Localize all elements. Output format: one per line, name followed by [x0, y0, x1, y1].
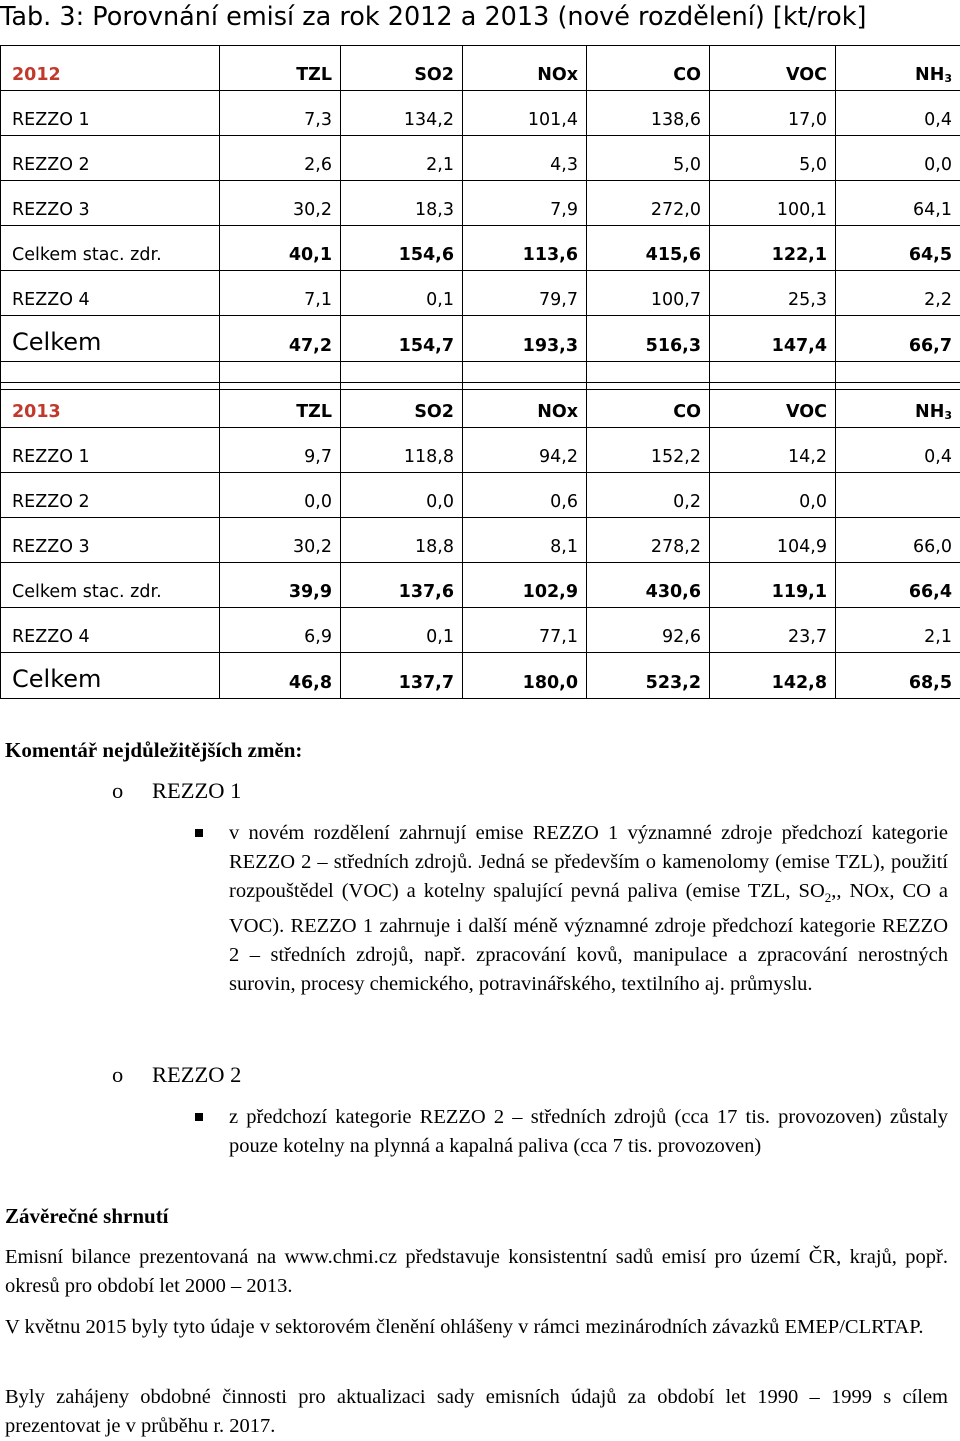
- col-header-voc: VOC: [710, 46, 836, 91]
- row-label: Celkem stac. zdr.: [1, 563, 220, 608]
- cell: 23,7: [710, 608, 836, 653]
- table-row: [1, 518, 960, 563]
- table-row-total: [1, 316, 960, 362]
- emissions-table-2012: [0, 45, 960, 390]
- year-label: 2012: [1, 46, 220, 91]
- cell: 0,1: [341, 271, 463, 316]
- cell: 193,3: [463, 316, 587, 362]
- col-header-nox: NOx: [463, 46, 587, 91]
- cell: 17,0: [710, 91, 836, 136]
- cell: 92,6: [587, 608, 710, 653]
- cell: 94,2: [463, 428, 587, 473]
- cell: 5,0: [710, 136, 836, 181]
- cell: 2,2: [836, 271, 960, 316]
- table-row: [1, 428, 960, 473]
- cell: 137,7: [341, 653, 463, 699]
- rezzo1-paragraph: [229, 819, 948, 999]
- cell: 9,7: [220, 428, 341, 473]
- cell: 523,2: [587, 653, 710, 699]
- col-header-co: CO: [587, 383, 710, 428]
- cell: 8,1: [463, 518, 587, 563]
- cell: 142,8: [710, 653, 836, 699]
- cell: 102,9: [463, 563, 587, 608]
- rezzo2-heading: [112, 1062, 241, 1088]
- summary-paragraph-1: Emisní bilance prezentovaná na www.chmi.cz představuje konsistentní sadů emisí pro území ČR, krajů, popř. okresů pro období let 2000 – 2013.: [5, 1243, 948, 1301]
- cell: 0,0: [710, 473, 836, 518]
- summary-paragraph-3: Byly zahájeny obdobné činnosti pro aktualizaci sady emisních údajů za období let 1990 – 1999 s cílem prezentovat je v průběhu r. 2017.: [5, 1383, 948, 1441]
- summary-heading: Závěrečné shrnutí: [5, 1204, 169, 1229]
- table-row: [1, 181, 960, 226]
- rezzo1-subscript: 2: [825, 890, 832, 905]
- cell: 152,2: [587, 428, 710, 473]
- table-row: [1, 473, 960, 518]
- table-row: [1, 271, 960, 316]
- rezzo1-text-end: ,, NOx, CO a VOC). REZZO 1 zahrnuje i další méně významné zdroje předchozí kategorie REZZO 2 – středních zdrojů, např. zpracování kovů, manipulace a zpracování nerostných surovin, procesy chemického, potravinářského, textilního aj. průmyslu.: [229, 880, 948, 995]
- cell: 134,2: [341, 91, 463, 136]
- cell: 68,5: [836, 653, 960, 699]
- rezzo1-text: v novém rozdělení zahrnují emise REZZO 1 významné zdroje předchozí kategorie REZZO 2 – středních zdrojů. Jedná se především o kamenolomy (emise TZL), použití rozpouštědel (VOC) a kotelny spalující pevná paliva (emise TZL, SO: [229, 822, 948, 902]
- cell: 154,6: [341, 226, 463, 271]
- row-label: REZZO 1: [1, 91, 220, 136]
- col-header-nox: NOx: [463, 383, 587, 428]
- cell: 4,3: [463, 136, 587, 181]
- cell: 66,7: [836, 316, 960, 362]
- list-marker: o: [112, 1062, 152, 1088]
- rezzo1-heading-text: REZZO 1: [152, 778, 241, 803]
- table-caption: Tab. 3: Porovnání emisí za rok 2012 a 2013 (nové rozdělení) [kt/rok]: [0, 0, 960, 36]
- cell: 30,2: [220, 181, 341, 226]
- cell: 18,3: [341, 181, 463, 226]
- row-label: Celkem: [1, 316, 220, 362]
- col-header-tzl: TZL: [220, 383, 341, 428]
- cell: 6,9: [220, 608, 341, 653]
- cell: 64,5: [836, 226, 960, 271]
- cell: 0,2: [587, 473, 710, 518]
- col-header-nh3: $NH_3$: [836, 383, 960, 428]
- cell: 0,4: [836, 91, 960, 136]
- row-label: REZZO 3: [1, 181, 220, 226]
- cell: 0,0: [220, 473, 341, 518]
- rezzo2-heading-text: REZZO 2: [152, 1062, 241, 1087]
- list-marker: o: [112, 778, 152, 804]
- row-label: Celkem stac. zdr.: [1, 226, 220, 271]
- cell: 122,1: [710, 226, 836, 271]
- cell: 113,6: [463, 226, 587, 271]
- table-header-row: [1, 383, 960, 428]
- rezzo2-paragraph: z předchozí kategorie REZZO 2 – středních zdrojů (cca 17 tis. provozoven) zůstaly pouze kotelny na plynná a kapalná paliva (cca 7 tis. provozoven): [229, 1103, 948, 1161]
- cell: [836, 473, 960, 518]
- cell: 14,2: [710, 428, 836, 473]
- table-row-subtotal: [1, 226, 960, 271]
- year-label: 2013: [1, 383, 220, 428]
- row-label: REZZO 4: [1, 608, 220, 653]
- cell: 180,0: [463, 653, 587, 699]
- table-row: [1, 136, 960, 181]
- cell: 0,0: [341, 473, 463, 518]
- cell: 154,7: [341, 316, 463, 362]
- col-header-nh3: $NH_3$: [836, 46, 960, 91]
- cell: 18,8: [341, 518, 463, 563]
- table-row: [1, 608, 960, 653]
- rezzo1-heading: [112, 778, 241, 804]
- cell: 0,1: [341, 608, 463, 653]
- cell: 118,8: [341, 428, 463, 473]
- row-label: REZZO 2: [1, 473, 220, 518]
- summary-paragraph-2: V květnu 2015 byly tyto údaje v sektorovém členění ohlášeny v rámci mezinárodních závazků EMEP/CLRTAP.: [5, 1313, 948, 1342]
- cell: 101,4: [463, 91, 587, 136]
- cell: 147,4: [710, 316, 836, 362]
- cell: 66,4: [836, 563, 960, 608]
- cell: 77,1: [463, 608, 587, 653]
- cell: 40,1: [220, 226, 341, 271]
- cell: 100,7: [587, 271, 710, 316]
- cell: 138,6: [587, 91, 710, 136]
- col-header-so2: SO2: [341, 46, 463, 91]
- cell: 2,1: [836, 608, 960, 653]
- cell: 2,6: [220, 136, 341, 181]
- row-label: Celkem: [1, 653, 220, 699]
- table-row-total: [1, 653, 960, 699]
- cell: 0,6: [463, 473, 587, 518]
- col-header-co: CO: [587, 46, 710, 91]
- row-label: REZZO 2: [1, 136, 220, 181]
- square-bullet-icon: [195, 1113, 203, 1121]
- cell: 66,0: [836, 518, 960, 563]
- cell: 25,3: [710, 271, 836, 316]
- table-header-row: [1, 46, 960, 91]
- square-bullet-icon: [195, 829, 203, 837]
- cell: 79,7: [463, 271, 587, 316]
- col-header-voc: VOC: [710, 383, 836, 428]
- cell: 47,2: [220, 316, 341, 362]
- cell: 46,8: [220, 653, 341, 699]
- col-header-so2: SO2: [341, 383, 463, 428]
- cell: 30,2: [220, 518, 341, 563]
- cell: 7,3: [220, 91, 341, 136]
- cell: 119,1: [710, 563, 836, 608]
- cell: 0,4: [836, 428, 960, 473]
- table-row: [1, 91, 960, 136]
- row-label: REZZO 4: [1, 271, 220, 316]
- cell: 2,1: [341, 136, 463, 181]
- cell: 516,3: [587, 316, 710, 362]
- cell: 5,0: [587, 136, 710, 181]
- emissions-table-2013: [0, 382, 960, 699]
- cell: 278,2: [587, 518, 710, 563]
- table-row-subtotal: [1, 563, 960, 608]
- cell: 39,9: [220, 563, 341, 608]
- cell: 415,6: [587, 226, 710, 271]
- cell: 272,0: [587, 181, 710, 226]
- row-label: REZZO 3: [1, 518, 220, 563]
- cell: 100,1: [710, 181, 836, 226]
- cell: 104,9: [710, 518, 836, 563]
- cell: 7,9: [463, 181, 587, 226]
- col-header-tzl: TZL: [220, 46, 341, 91]
- cell: 64,1: [836, 181, 960, 226]
- cell: 7,1: [220, 271, 341, 316]
- cell: 137,6: [341, 563, 463, 608]
- comment-heading: Komentář nejdůležitějších změn:: [5, 738, 302, 763]
- row-label: REZZO 1: [1, 428, 220, 473]
- cell: 430,6: [587, 563, 710, 608]
- cell: 0,0: [836, 136, 960, 181]
